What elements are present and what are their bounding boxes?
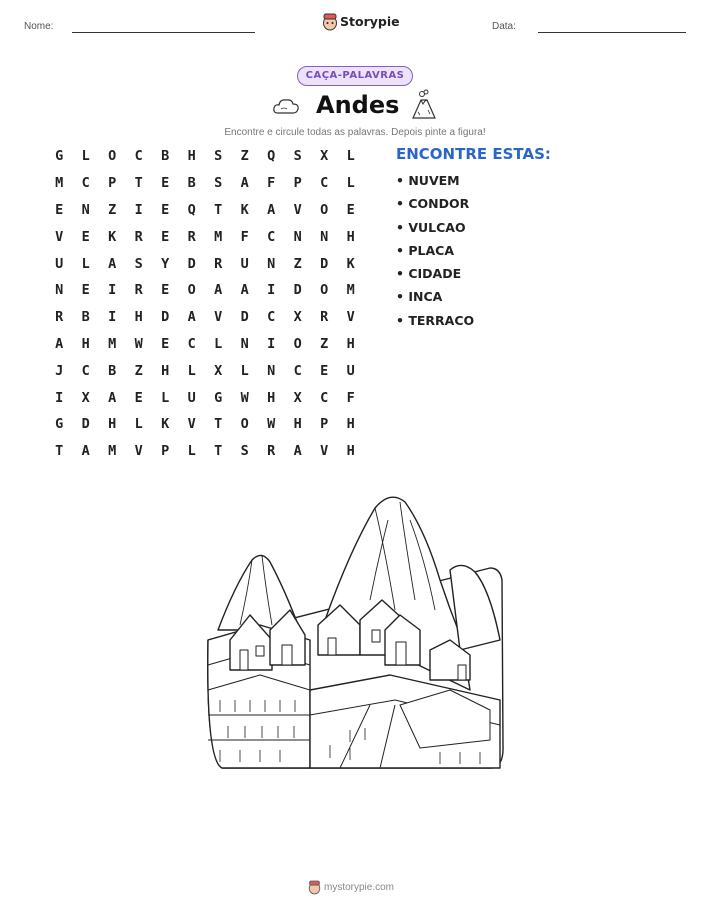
grid-row [46, 438, 364, 465]
grid-cell[interactable]: E [55, 201, 64, 218]
grid-cell[interactable]: P [293, 175, 302, 192]
brand-name: Storypie [340, 14, 400, 29]
grid-cell[interactable]: Z [320, 335, 329, 352]
grid-cell[interactable]: U [240, 255, 249, 272]
grid-cell[interactable]: E [161, 335, 170, 352]
grid-cell[interactable]: V [293, 201, 302, 218]
word-list-item: • PLACA [396, 242, 454, 258]
grid-row [46, 384, 364, 411]
word-list-item: • VULCAO [396, 219, 466, 235]
grid-cell[interactable]: I [55, 389, 64, 406]
grid-cell[interactable]: N [320, 228, 329, 245]
grid-cell[interactable]: X [293, 309, 302, 326]
grid-cell[interactable]: A [240, 175, 249, 192]
grid-row [46, 250, 364, 277]
grid-cell[interactable]: E [320, 362, 329, 379]
grid-cell[interactable]: W [267, 416, 276, 433]
grid-cell[interactable]: O [320, 201, 329, 218]
grid-cell[interactable]: E [81, 282, 90, 299]
grid-cell[interactable]: M [108, 335, 117, 352]
grid-cell[interactable]: L [240, 362, 249, 379]
grid-cell[interactable]: E [81, 228, 90, 245]
grid-cell[interactable]: M [346, 282, 355, 299]
grid-cell[interactable]: R [320, 309, 329, 326]
grid-cell[interactable]: R [267, 443, 276, 460]
grid-cell[interactable]: R [214, 255, 223, 272]
grid-cell[interactable]: K [161, 416, 170, 433]
andes-illustration [200, 490, 510, 775]
grid-row [46, 197, 364, 224]
grid-cell[interactable]: C [187, 335, 196, 352]
grid-cell[interactable]: D [293, 282, 302, 299]
grid-cell[interactable]: C [81, 175, 90, 192]
grid-cell[interactable]: S [214, 175, 223, 192]
grid-row [46, 304, 364, 331]
grid-cell[interactable]: T [214, 201, 223, 218]
grid-cell[interactable]: I [267, 282, 276, 299]
grid-cell[interactable]: C [320, 389, 329, 406]
grid-cell[interactable]: M [55, 175, 64, 192]
grid-row [46, 331, 364, 358]
grid-cell[interactable]: I [108, 309, 117, 326]
letter-grid [46, 143, 364, 465]
grid-cell[interactable]: G [55, 148, 64, 165]
grid-cell[interactable]: N [240, 335, 249, 352]
grid-cell[interactable]: Z [293, 255, 302, 272]
grid-cell[interactable]: R [134, 228, 143, 245]
grid-cell[interactable]: C [267, 228, 276, 245]
grid-cell[interactable]: C [134, 148, 143, 165]
grid-cell[interactable]: H [267, 389, 276, 406]
grid-cell[interactable]: H [346, 228, 355, 245]
grid-cell[interactable]: S [240, 443, 249, 460]
grid-cell[interactable]: L [346, 148, 355, 165]
grid-cell[interactable]: N [81, 201, 90, 218]
word-list-item: • CONDOR [396, 196, 470, 212]
grid-cell[interactable]: T [55, 443, 64, 460]
grid-cell[interactable]: A [55, 335, 64, 352]
grid-cell[interactable]: T [214, 443, 223, 460]
grid-cell[interactable]: B [108, 362, 117, 379]
grid-cell[interactable]: H [346, 443, 355, 460]
grid-row [46, 170, 364, 197]
storypie-mascot-icon [322, 13, 338, 31]
grid-cell[interactable]: W [134, 335, 143, 352]
grid-cell[interactable]: X [320, 148, 329, 165]
grid-cell[interactable]: V [320, 443, 329, 460]
grid-cell[interactable]: Z [240, 148, 249, 165]
puzzle-type-badge: CAÇA-PALAVRAS [297, 66, 413, 86]
word-list-item: • TERRACO [396, 312, 475, 328]
grid-cell[interactable]: Z [134, 362, 143, 379]
grid-cell[interactable]: X [81, 389, 90, 406]
grid-row [46, 223, 364, 250]
grid-cell[interactable]: A [187, 309, 196, 326]
grid-cell[interactable]: G [55, 416, 64, 433]
page-title: Andes [316, 91, 400, 119]
grid-cell[interactable]: A [214, 282, 223, 299]
grid-cell[interactable]: H [161, 362, 170, 379]
grid-cell[interactable]: Y [161, 255, 170, 272]
grid-row [46, 143, 364, 170]
grid-cell[interactable]: X [214, 362, 223, 379]
grid-row [46, 277, 364, 304]
grid-cell[interactable]: L [187, 362, 196, 379]
grid-cell[interactable]: M [108, 443, 117, 460]
grid-cell[interactable]: B [161, 148, 170, 165]
word-list [396, 169, 474, 332]
grid-cell[interactable]: H [81, 335, 90, 352]
grid-cell[interactable]: L [161, 389, 170, 406]
grid-cell[interactable]: E [161, 175, 170, 192]
word-list-item: • NUVEM [396, 173, 460, 188]
grid-cell[interactable]: H [187, 148, 196, 165]
grid-cell[interactable]: D [81, 416, 90, 433]
grid-cell[interactable]: D [161, 309, 170, 326]
grid-cell[interactable]: E [161, 282, 170, 299]
grid-cell[interactable]: W [240, 389, 249, 406]
grid-cell[interactable]: T [214, 416, 223, 433]
grid-cell[interactable]: R [187, 228, 196, 245]
grid-cell[interactable]: F [267, 175, 276, 192]
brand-logo [322, 13, 412, 33]
grid-cell[interactable]: N [267, 362, 276, 379]
grid-cell[interactable]: O [240, 416, 249, 433]
grid-cell[interactable]: V [134, 443, 143, 460]
name-label: Nome: [24, 21, 54, 32]
grid-cell[interactable]: S [214, 148, 223, 165]
grid-cell[interactable]: X [293, 389, 302, 406]
grid-cell[interactable]: C [320, 175, 329, 192]
grid-cell[interactable]: U [346, 362, 355, 379]
date-label: Data: [492, 21, 516, 32]
grid-cell[interactable]: O [320, 282, 329, 299]
grid-cell[interactable]: J [55, 362, 64, 379]
word-list-title: ENCONTRE ESTAS: [396, 145, 551, 163]
grid-cell[interactable]: M [214, 228, 223, 245]
grid-cell[interactable]: D [187, 255, 196, 272]
grid-cell[interactable]: A [108, 389, 117, 406]
grid-cell[interactable]: L [81, 255, 90, 272]
grid-cell[interactable]: C [293, 362, 302, 379]
grid-cell[interactable]: Q [187, 201, 196, 218]
grid-cell[interactable]: E [161, 201, 170, 218]
grid-cell[interactable]: V [346, 309, 355, 326]
grid-cell[interactable]: S [134, 255, 143, 272]
grid-cell[interactable]: H [134, 309, 143, 326]
grid-cell[interactable]: C [81, 362, 90, 379]
grid-cell[interactable]: R [134, 282, 143, 299]
grid-cell[interactable]: U [55, 255, 64, 272]
grid-cell[interactable]: E [134, 389, 143, 406]
grid-cell[interactable]: P [108, 175, 117, 192]
grid-cell[interactable]: A [267, 201, 276, 218]
grid-cell[interactable]: F [240, 228, 249, 245]
word-list-item: • INCA [396, 289, 443, 305]
grid-cell[interactable]: N [55, 282, 64, 299]
grid-cell[interactable]: H [108, 416, 117, 433]
grid-cell[interactable]: K [108, 228, 117, 245]
grid-cell[interactable]: F [346, 389, 355, 406]
grid-cell[interactable]: G [214, 389, 223, 406]
grid-cell[interactable]: H [293, 416, 302, 433]
grid-cell[interactable]: L [81, 148, 90, 165]
grid-row [46, 357, 364, 384]
grid-cell[interactable]: I [134, 201, 143, 218]
word-list-item: • CIDADE [396, 266, 462, 282]
grid-cell[interactable]: L [346, 175, 355, 192]
grid-cell[interactable]: D [320, 255, 329, 272]
grid-cell[interactable]: P [320, 416, 329, 433]
grid-cell[interactable]: Z [108, 201, 117, 218]
cloud-icon [272, 96, 300, 116]
grid-cell[interactable]: O [187, 282, 196, 299]
grid-cell[interactable]: B [81, 309, 90, 326]
grid-cell[interactable]: K [346, 255, 355, 272]
grid-cell[interactable]: I [267, 335, 276, 352]
grid-cell[interactable]: U [187, 389, 196, 406]
grid-cell[interactable]: H [346, 416, 355, 433]
grid-cell[interactable]: I [108, 282, 117, 299]
grid-cell[interactable]: R [55, 309, 64, 326]
grid-cell[interactable]: O [108, 148, 117, 165]
instructions: Encontre e circule todas as palavras. Depois pinte a figura! [224, 127, 486, 138]
grid-cell[interactable]: K [240, 201, 249, 218]
grid-cell[interactable]: H [346, 335, 355, 352]
name-field[interactable] [72, 32, 255, 33]
grid-cell[interactable]: A [108, 255, 117, 272]
grid-cell[interactable]: N [267, 255, 276, 272]
grid-row [46, 411, 364, 438]
grid-cell[interactable]: V [55, 228, 64, 245]
grid-cell[interactable]: P [161, 443, 170, 460]
grid-cell[interactable]: E [161, 228, 170, 245]
footer-site: mystorypie.com [324, 882, 395, 893]
grid-cell[interactable]: N [293, 228, 302, 245]
grid-cell[interactable]: L [134, 416, 143, 433]
grid-cell[interactable]: C [267, 309, 276, 326]
date-field[interactable] [538, 32, 686, 33]
grid-cell[interactable]: S [293, 148, 302, 165]
grid-cell[interactable]: O [293, 335, 302, 352]
grid-cell[interactable]: Q [267, 148, 276, 165]
grid-cell[interactable]: A [240, 282, 249, 299]
grid-cell[interactable]: V [214, 309, 223, 326]
grid-cell[interactable]: L [214, 335, 223, 352]
grid-cell[interactable]: E [346, 201, 355, 218]
grid-cell[interactable]: B [187, 175, 196, 192]
grid-cell[interactable]: A [81, 443, 90, 460]
grid-cell[interactable]: A [293, 443, 302, 460]
grid-cell[interactable]: L [187, 443, 196, 460]
grid-cell[interactable]: V [187, 416, 196, 433]
storypie-mascot-icon [308, 880, 321, 895]
grid-cell[interactable]: D [240, 309, 249, 326]
grid-cell[interactable]: T [134, 175, 143, 192]
volcano-icon [410, 88, 438, 120]
